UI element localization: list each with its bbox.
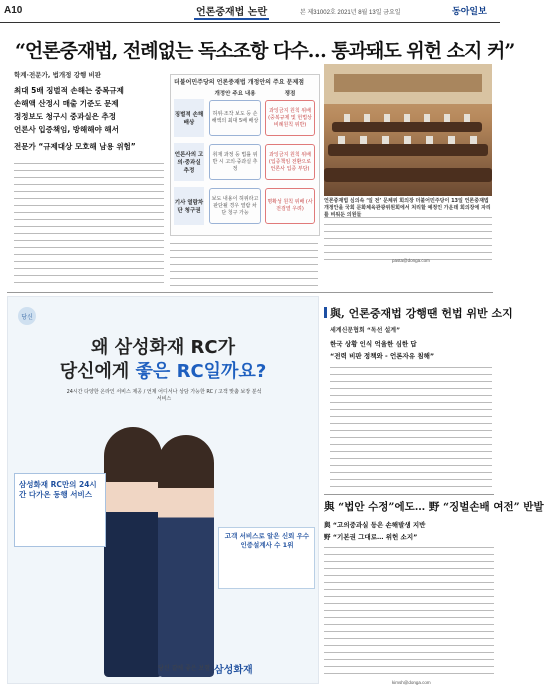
headline-accent [324,307,327,318]
side-headline-2: 與 “법안 수정”에도… 野 “징벌손배 여전” 반발 [324,501,544,513]
table-cell-issue: 명확성 원칙 위배 (사전검열 우려) [265,188,315,224]
table-header: 개정안 주요 내용 [214,91,256,97]
ad-corner-badge: 당신 [18,307,36,325]
main-headline: “언론중재법, 전례없는 독소조항 다수… 통과돼도 위헌 소지 커” [15,40,515,62]
reporter-email: pasta@donga.com [392,258,430,263]
main-body-text-2 [170,240,318,288]
ad-brand-logo: 삼성화재 [214,665,253,676]
issue-date: 본 제31002호 2021년 8월 13일 금요일 [300,10,401,16]
side-headline-1: 與, 언론중재법 강행땐 헌법 위반 소지 [324,305,492,321]
main-byline: 학계·전문가, 법개정 강행 비판 [14,71,102,79]
table-cell-content: 보도 내용이 허위라고 판단될 경우 열람 차단 청구 가능 [209,188,261,224]
subhead: 최대 5배 징벌적 손해는 중복규제 [14,86,124,95]
side-subhead-1a: 한국 상황 인식 억울한 심한 답 [330,340,417,348]
assembly-photo [324,64,492,196]
table-cell-content: 취재 과정 등 법률 위반 시 고의·중과실 추정 [209,144,261,180]
newspaper-logo: 동아일보 [452,7,487,17]
photo-caption: 언론중재법 심의속 ‘일 전’ 문체위 회의장 더불어민주당이 13일 언론중재법 개정안을 국회 문화체육관광위원회에서 처리할 예정인 가운데 회의장에 자리를 비워둔 의원들 [324,198,491,218]
ad-description: 24시간 다양한 온라인 서비스 제공 / 언제 어디서나 상담 가능한 RC / 고객 맞춤 보장 분석 서비스 [66,389,262,402]
ad-headline-1: 왜 삼성화재 RC가 [91,337,235,358]
table-cell-content: 허위·조작 보도 등 손해액의 최대 5배 배상 [209,100,261,136]
table-row-label: 징벌적 손해배상 [174,99,204,137]
table-row-label: 기사 열람차단 청구권 [174,187,204,225]
side-subhead-2a: 與 “고의중과실 등은 손해발생 지반 [324,521,426,529]
ad-info-box-left [14,473,106,547]
table-cell-issue: 과잉금지 원칙 위배 (중복규제 및 헌법상 비례원칙 위반) [265,100,315,136]
masthead [0,0,500,23]
subhead: 손해액 산정시 매출 기준도 문제 [14,99,119,108]
page-number: A10 [4,5,23,16]
side-body-text-2 [324,544,494,676]
table-cell-issue: 과잉금지 원칙 위배 (입증책임 전환으로 언론사 입증 부담) [265,144,315,180]
subhead: 정정보도 청구시 중과실은 추정 [14,112,117,121]
ad-person-right [158,435,214,677]
ad-headline-2: 당신에게 좋은 RC일까요? [59,361,267,382]
subhead: 전문가 “규제대상 모호해 남용 위험” [14,142,136,151]
comparison-table [170,74,320,236]
ad-box-right-text: 고객 서비스로 알은 신뢰 우수인증설계사 수 1위 [224,532,310,549]
ad-info-box-right [218,527,315,589]
ad-person-left [104,427,162,677]
section-title: 언론중재법 논란 [194,3,269,20]
reporter-email-2: kimsh@donga.com [392,680,431,685]
subhead: 언론사 입증책임, 방해해야 해서 [14,125,119,134]
table-row-label: 언론사의 고의·중과실 추정 [174,143,204,181]
photo-body-text [324,214,492,260]
photo-illustration [324,64,492,196]
side-subhead-2b: 野 “기본권 그대로… 위헌 소지” [324,533,418,541]
ad-box-left-text: 삼성화재 RC만의 24시간 다가온 동행 서비스 [19,480,97,499]
table-title: 더불어민주당의 언론중재법 개정안의 주요 문제점 [174,79,305,86]
main-subheads [14,84,164,153]
table-header: 쟁점 [284,91,296,97]
divider [324,494,494,495]
ad-tagline: 당신 곁에 좋은 보험 [158,665,211,672]
side-body-text-1 [330,364,492,492]
side-subhead-1b: “전력 비판 정책와 - 언론자유 침해” [330,352,435,360]
main-body-text [14,160,164,288]
divider [7,292,493,293]
advertisement[interactable] [7,296,319,684]
side-source-1: 세계신문협회 “독선 설계” [330,327,401,334]
